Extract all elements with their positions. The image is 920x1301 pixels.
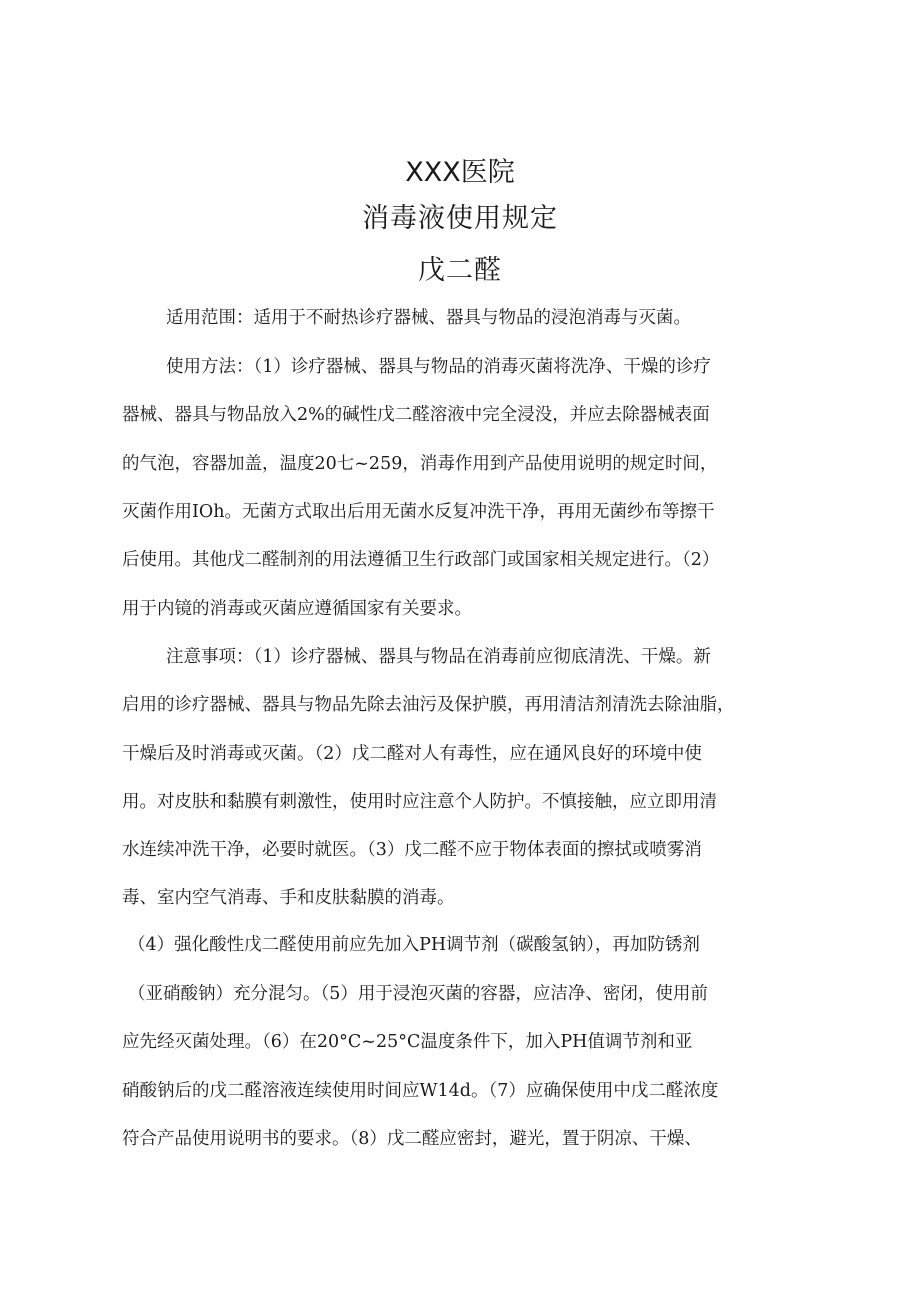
text-line: 应先经灭菌处理。（6）在20°C~25°C温度条件下，加入PH值调节剂和亚 [122,1032,693,1052]
text-line: 毒、室内空气消毒、手和皮肤黏膜的消毒。 [122,888,455,908]
text-line: 用。对皮肤和黏膜有刺激性，使用时应注意个人防护。不慎接触，应立即用清 [122,792,717,812]
text-line: 水连续冲洗干净，必要时就医。（3）戊二醛不应于物体表面的擦拭或喷雾消 [122,840,702,860]
text-line: 硝酸钠后的戊二醛溶液连续使用时间应W14d。（7）应确保使用中戊二醛浓度 [122,1081,719,1101]
text-line: 的气泡，容器加盖，温度20七~259，消毒作用到产品使用说明的规定时间， [122,454,718,474]
hospital-name: XXX医院 [405,157,515,188]
text-line: 适用范围：适用于不耐热诊疗器械、器具与物品的浸泡消毒与灭菌。 [166,308,691,328]
text-line: 后使用。其他戊二醛制剂的用法遵循卫生行政部门或国家相关规定进行。（2） [122,550,720,570]
text-line: 使用方法：（1）诊疗器械、器具与物品的消毒灭菌将洗净、干燥的诊疗 [166,357,711,377]
text-line: 注意事项：（1）诊疗器械、器具与物品在消毒前应彻底清洗、干燥。新 [166,647,711,667]
text-line: 用于内镜的消毒或灭菌应遵循国家有关要求。 [122,599,472,619]
text-line: 器械、器具与物品放入2%的碱性戊二醛溶液中完全浸没，并应去除器械表面 [122,405,710,425]
text-line: 灭菌作用IOh。无菌方式取出后用无菌水反复冲洗干净，再用无菌纱布等擦干 [122,502,715,522]
text-line: 启用的诊疗器械、器具与物品先除去油污及保护膜，再用清洁剂清洗去除油脂， [122,695,735,715]
text-line: 符合产品使用说明书的要求。（8）戊二醛应密封，避光，置于阴凉、干燥、 [122,1129,702,1149]
text-line: （亚硝酸钠）充分混匀。（5）用于浸泡灭菌的容器，应洁净、密闭，使用前 [128,984,708,1004]
document-title: 消毒液使用规定 [362,203,558,234]
text-line: 干燥后及时消毒或灭菌。（2）戊二醛对人有毒性，应在通风良好的环境中使 [122,744,702,764]
substance-title: 戊二醛 [418,255,502,286]
text-line: （4）强化酸性戊二醛使用前应先加入PH调节剂（碳酸氢钠），再加防锈剂 [128,935,700,955]
